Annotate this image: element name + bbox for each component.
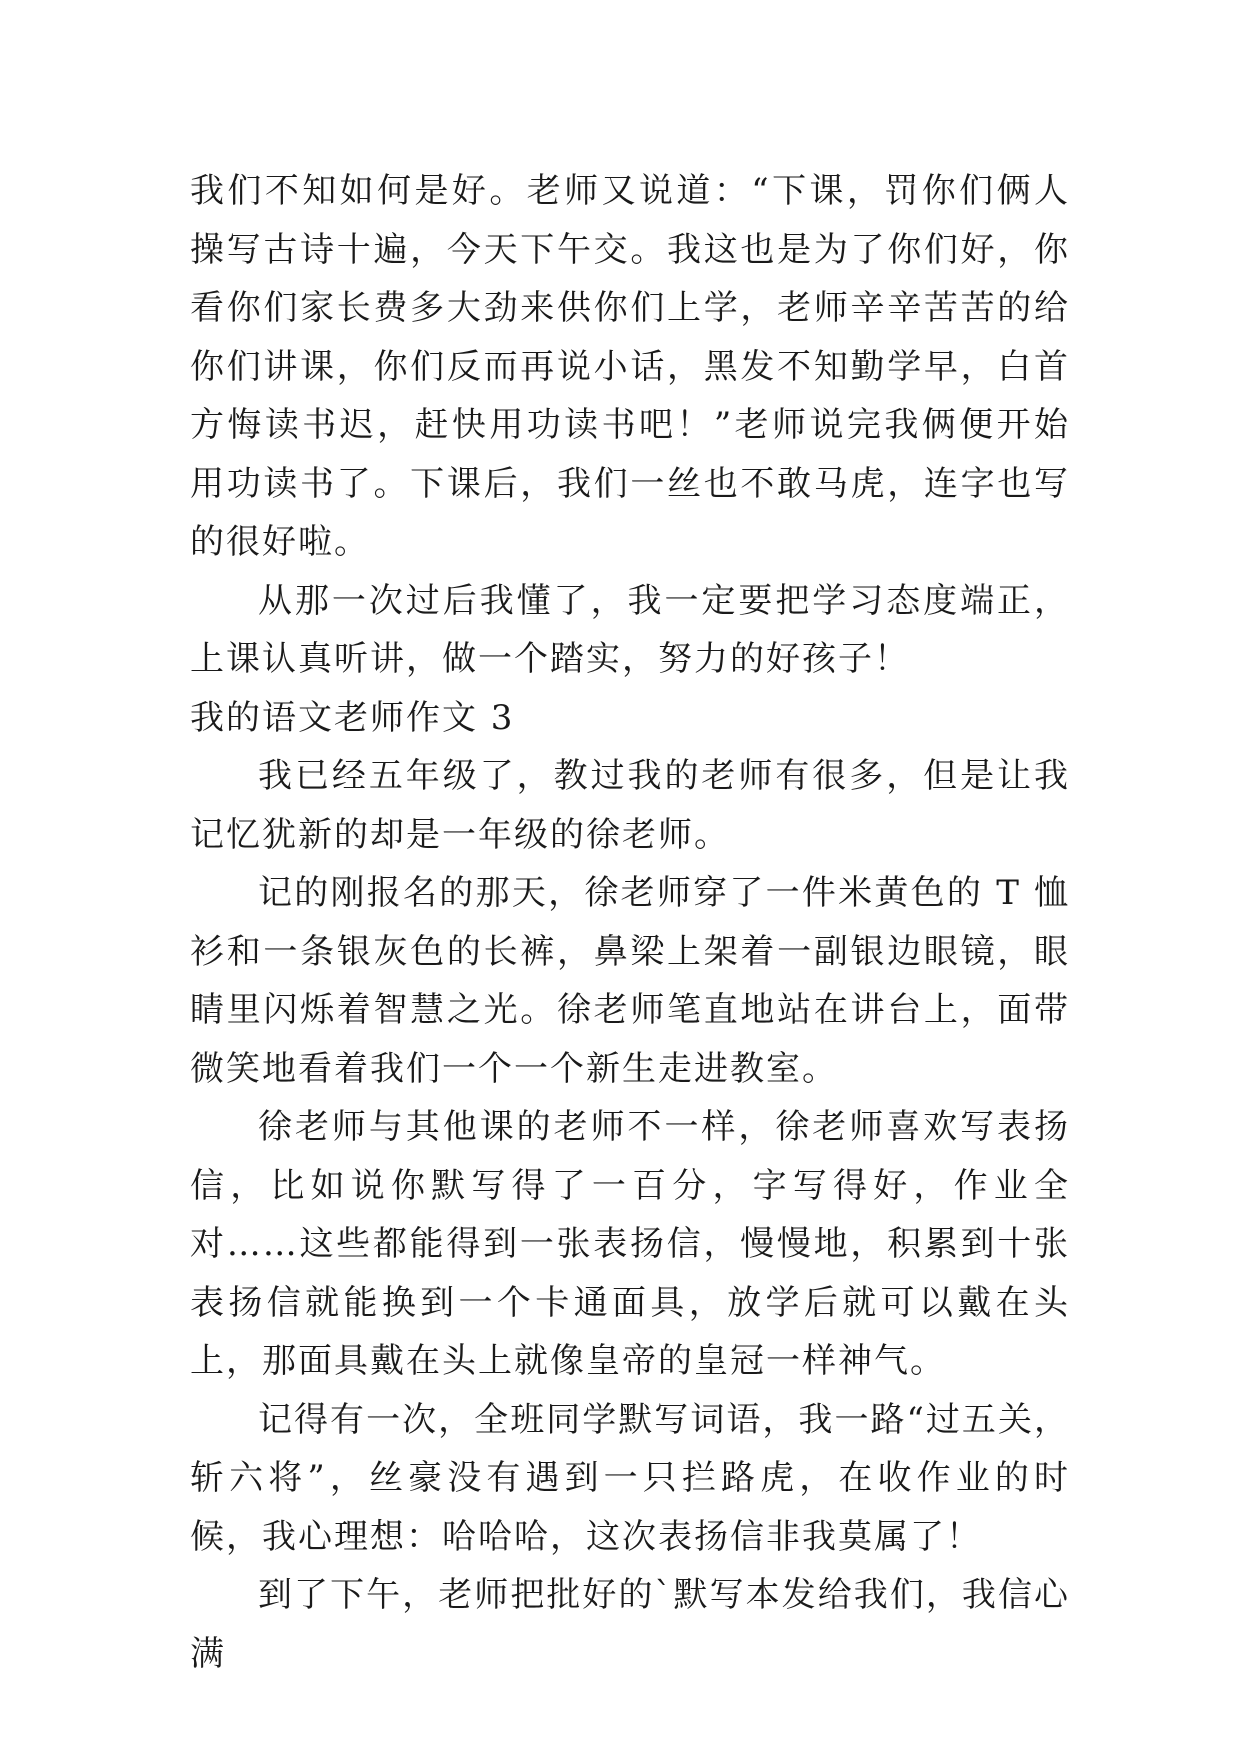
paragraph-7: 到了下午，老师把批好的`默写本发给我们，我信心满 <box>190 1575 1070 1674</box>
paragraph-1: 我们不知如何是好。老师又说道：“下课，罚你们俩人操写古诗十遍，今天下午交。我这也是为了你们好，你看你们家长费多大劲来供你们上学，老师辛辛苦苦的给你们讲课，你们反而再说小话，黑发不知勤学早，白首方悔读书迟，赶快用功读书吧！”老师说完我俩便开始用功读书了。下课后，我们一丝也不敢马虎，连字也写的很好啦。 <box>190 171 1070 562</box>
paragraph-3: 我已经五年级了，教过我的老师有很多，但是让我记忆犹新的却是一年级的徐老师。 <box>190 756 1070 855</box>
paragraph-2: 从那一次过后我懂了，我一定要把学习态度端正，上课认真听讲，做一个踏实，努力的好孩子！ <box>190 580 1070 679</box>
paragraph-4: 记的刚报名的那天，徐老师穿了一件米黄色的 T 恤衫和一条银灰色的长裤，鼻梁上架着一副银边眼镜，眼睛里闪烁着智慧之光。徐老师笔直地站在讲台上，面带微笑地看着我们一个一个新生走进教室。 <box>190 873 1070 1089</box>
paragraph-5: 徐老师与其他课的老师不一样，徐老师喜欢写表扬信，比如说你默写得了一百分，字写得好，作业全对……这些都能得到一张表扬信，慢慢地，积累到十张表扬信就能换到一个卡通面具，放学后就可以戴在头上，那面具戴在头上就像皇帝的皇冠一样神气。 <box>190 1107 1070 1381</box>
section-heading: 我的语文老师作文 3 <box>190 697 515 738</box>
document-body <box>190 162 1070 1683</box>
paragraph-6: 记得有一次，全班同学默写词语，我一路“过五关，斩六将”，丝豪没有遇到一只拦路虎，在收作业的时候，我心理想：哈哈哈，这次表扬信非我莫属了！ <box>190 1399 1070 1557</box>
